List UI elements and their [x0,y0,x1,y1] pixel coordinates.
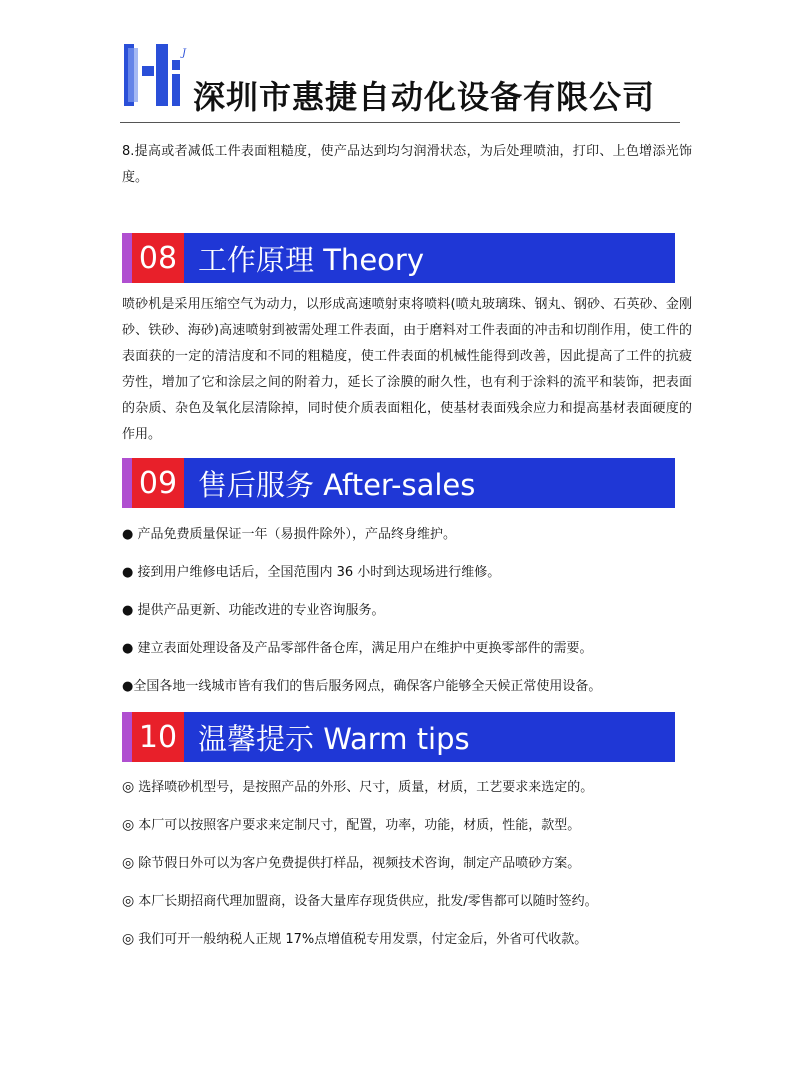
section-title: 售后服务 After-sales [198,467,476,502]
header-divider [120,122,680,123]
theory-paragraph: 喷砂机是采用压缩空气为动力，以形成高速喷射束将喷料(喷丸玻璃珠、钢丸、钢砂、石英砂、金刚砂、铁砂、海砂)高速喷射到被需处理工件表面，由于磨料对工件表面的冲击和切削作用，使工件的表面获的一定的清洁度和不同的粗糙度，使工件表面的机械性能得到改善，因此提高了工件的抗疲劳性，增加了它和涂层之间的附着力，延长了涂膜的耐久性，也有利于涂料的流平和装饰，把表面的杂质、杂色及氧化层清除掉，同时使介质表面粗化，使基材表面残余应力和提高基材表面硬度的作用。 [122,297,692,442]
list-item [122,630,692,668]
section-title: 温馨提示 Warm tips [198,721,470,756]
list-item [122,920,692,958]
section-number: 09 [132,458,184,508]
company-logo-icon [124,44,194,106]
section-header-after-sales [122,458,675,508]
page-header [0,0,800,130]
bullet-icon: ● [122,527,134,542]
company-name: 深圳市惠捷自动化设备有限公司 [193,78,656,116]
list-item-text: 产品免费质量保证一年（易损件除外），产品终身维护。 [133,527,456,542]
bullet-icon: ● [122,641,134,656]
circle-bullet-icon: ◎ [122,817,135,833]
list-item-text: 选择喷砂机型号，是按照产品的外形、尺寸，质量，材质，工艺要求来选定的。 [138,780,594,795]
list-item-text: 本厂可以按照客户要求来定制尺寸，配置，功率，功能，材质，性能，款型。 [138,818,581,833]
list-item [122,592,692,630]
list-item-text: 建立表面处理设备及产品零部件备仓库，满足用户在维护中更换零部件的需要。 [133,641,593,656]
section-stripe [122,458,132,508]
section-number: 08 [132,233,184,283]
list-item [122,844,692,882]
circle-bullet-icon: ◎ [122,931,135,947]
warm-tips-list [122,768,692,958]
bullet-icon: ● [122,565,134,580]
list-item [122,882,692,920]
circle-bullet-icon: ◎ [122,855,135,871]
list-item [122,668,692,706]
list-item-text: 我们可开一般纳税人正规 17%点增值税专用发票，付定金后，外省可代收款。 [138,932,588,947]
list-item [122,806,692,844]
list-item [122,554,692,592]
section-number: 10 [132,712,184,762]
circle-bullet-icon: ◎ [122,893,135,909]
list-item-text: 全国各地一线城市皆有我们的售后服务网点，确保客户能够全天候正常使用设备。 [133,679,602,694]
list-item-text: 提供产品更新、功能改进的专业咨询服务。 [133,603,385,618]
section-header-warm-tips [122,712,675,762]
list-item [122,516,692,554]
list-item [122,768,692,806]
list-item-text: 接到用户维修电话后，全国范围内 36 小时到达现场进行维修。 [133,565,501,580]
circle-bullet-icon: ◎ [122,779,135,795]
section-stripe [122,233,132,283]
list-item-text: 除节假日外可以为客户免费提供打样品，视频技术咨询，制定产品喷砂方案。 [138,856,581,871]
section-title: 工作原理 Theory [198,242,424,277]
intro-paragraph: 8.提高或者减低工件表面粗糙度，使产品达到均匀润滑状态，为后处理喷油，打印、上色增添光饰度。 [122,144,692,185]
svg-text:J: J [182,48,187,59]
after-sales-list [122,516,692,706]
list-item-text: 本厂长期招商代理加盟商，设备大量库存现货供应，批发/零售都可以随时签约。 [138,894,598,909]
section-header-theory [122,233,675,283]
section-stripe [122,712,132,762]
bullet-icon: ● [122,603,134,618]
bullet-icon: ● [122,679,134,694]
